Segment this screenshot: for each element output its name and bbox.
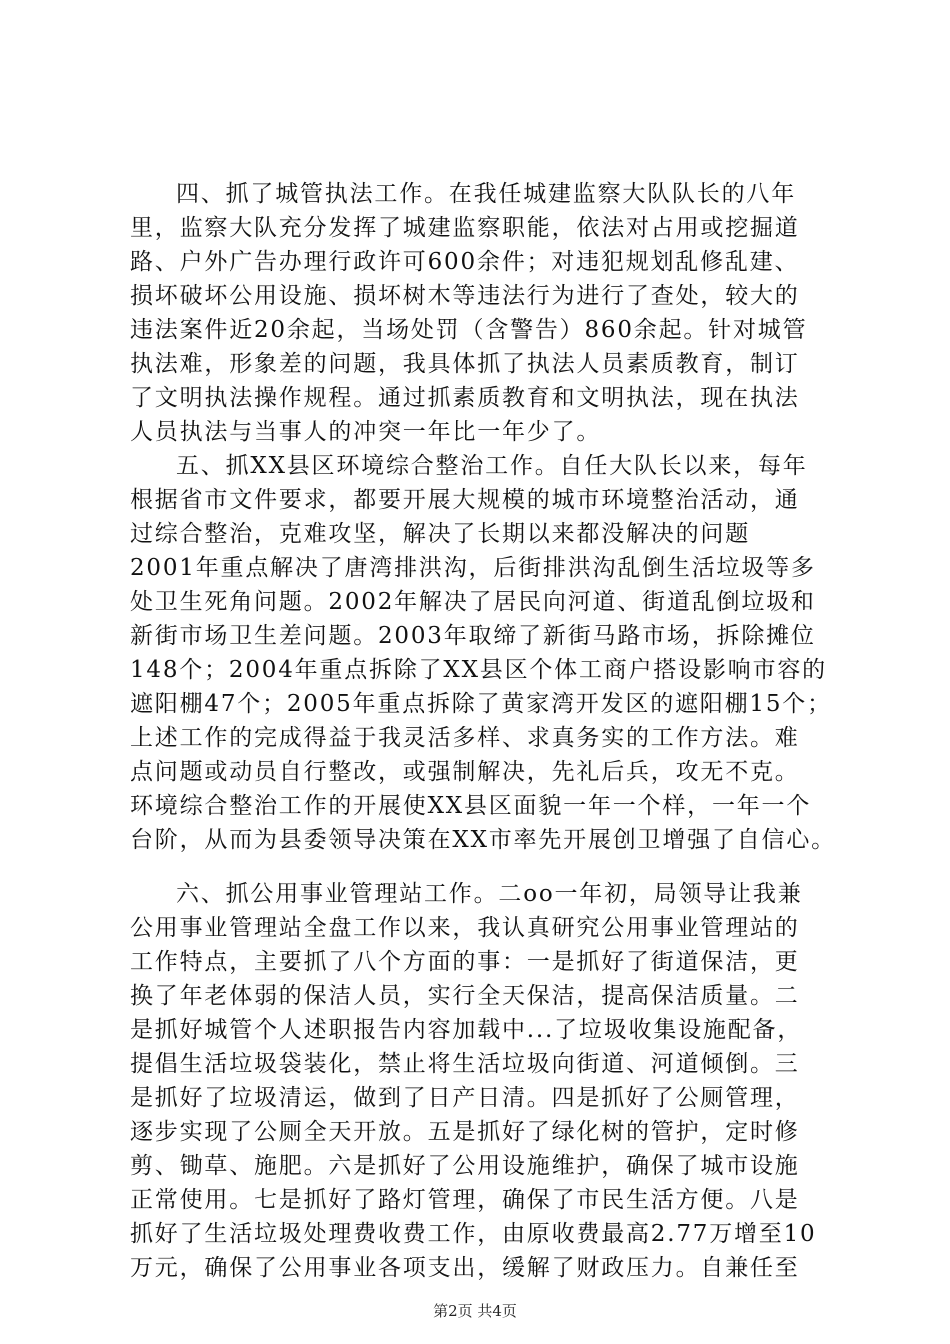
text-line: 六、抓公用事业管理站工作。二oo一年初，局领导让我兼 xyxy=(176,881,803,907)
text-line: 台阶，从而为县委领导决策在XX市率先开展创卫增强了自信心。 xyxy=(130,827,836,853)
text-line: 损坏破坏公用设施、损坏树木等违法行为进行了查处，较大的 xyxy=(130,283,800,309)
text-line: 是抓好城管个人述职报告内容加载中...了垃圾收集设施配备， xyxy=(130,1017,803,1043)
text-line: 过综合整治，克难攻坚，解决了长期以来都没解决的问题 xyxy=(130,521,750,547)
text-line: 抓好了生活垃圾处理费收费工作，由原收费最高2.77万增至10 xyxy=(130,1221,817,1247)
text-line: 了文明执法操作规程。通过抓素质教育和文明执法，现在执法 xyxy=(130,385,800,411)
text-line: 提倡生活垃圾袋装化，禁止将生活垃圾向街道、河道倾倒。三 xyxy=(130,1051,800,1077)
text-line: 正常使用。七是抓好了路灯管理，确保了市民生活方便。八是 xyxy=(130,1187,800,1213)
text-line: 公用事业管理站全盘工作以来，我认真研究公用事业管理站的 xyxy=(130,915,800,941)
text-line: 路、户外广告办理行政许可600余件；对违犯规划乱修乱建、 xyxy=(130,249,800,275)
text-line: 人员执法与当事人的冲突一年比一年少了。 xyxy=(130,419,602,445)
text-line: 根据省市文件要求，都要开展大规模的城市环境整治活动，通 xyxy=(130,487,800,513)
text-line: 环境综合整治工作的开展使XX县区面貌一年一个样，一年一个 xyxy=(130,793,812,819)
text-line: 遮阳棚47个；2005年重点拆除了黄家湾开发区的遮阳棚15个； xyxy=(130,691,832,717)
text-line: 五、抓XX县区环境综合整治工作。自任大队长以来，每年 xyxy=(176,453,808,479)
text-line: 违法案件近20余起，当场处罚（含警告）860余起。针对城管 xyxy=(130,317,808,343)
page-number-footer: 第2页 共4页 xyxy=(433,1302,517,1320)
text-line: 里，监察大队充分发挥了城建监察职能，依法对占用或挖掘道 xyxy=(130,215,800,241)
text-line: 2001年重点解决了唐湾排洪沟，后街排洪沟乱倒生活垃圾等多 xyxy=(130,555,816,581)
text-line: 新街市场卫生差问题。2003年取缔了新街马路市场，拆除摊位 xyxy=(130,623,816,649)
text-line: 处卫生死角问题。2002年解决了居民向河道、街道乱倒垃圾和 xyxy=(130,589,816,615)
text-line: 148个；2004年重点拆除了XX县区个体工商户搭设影响市容的 xyxy=(130,657,827,683)
text-line: 剪、锄草、施肥。六是抓好了公用设施维护，确保了城市设施 xyxy=(130,1153,800,1179)
text-line: 逐步实现了公厕全天开放。五是抓好了绿化树的管护，定时修 xyxy=(130,1119,800,1145)
text-line: 点问题或动员自行整改，或强制解决，先礼后兵，攻无不克。 xyxy=(130,759,800,785)
text-line: 是抓好了垃圾清运，做到了日产日清。四是抓好了公厕管理， xyxy=(130,1085,800,1111)
text-line: 换了年老体弱的保洁人员，实行全天保洁，提高保洁质量。二 xyxy=(130,983,800,1009)
text-line: 上述工作的完成得益于我灵活多样、求真务实的工作方法。难 xyxy=(130,725,800,751)
text-line: 执法难，形象差的问题，我具体抓了执法人员素质教育，制订 xyxy=(130,351,800,377)
text-line: 四、抓了城管执法工作。在我任城建监察大队队长的八年 xyxy=(176,181,796,207)
text-line: 万元，确保了公用事业各项支出，缓解了财政压力。自兼任至 xyxy=(130,1255,800,1281)
text-line: 工作特点，主要抓了八个方面的事：一是抓好了街道保洁，更 xyxy=(130,949,800,975)
